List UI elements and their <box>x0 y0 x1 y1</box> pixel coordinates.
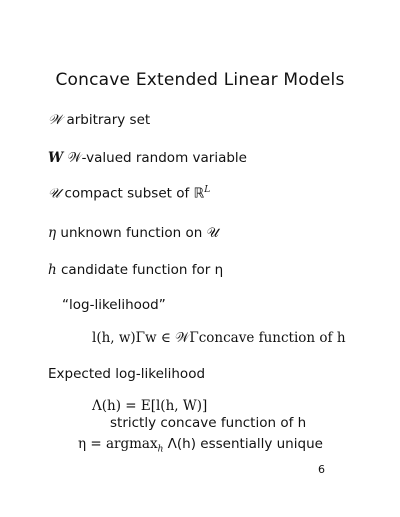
item-text: arbitrary set <box>62 112 151 128</box>
item-symbol: W <box>48 150 64 166</box>
item-text: compact subset of ℝ <box>60 185 205 202</box>
expected-loglik-label: Expected log-likelihood <box>48 366 206 382</box>
item-superscript: L <box>204 185 211 195</box>
item-symbol: 𝒰 <box>48 185 61 202</box>
item-symbol: 𝒲 <box>48 112 63 128</box>
page-number: 6 <box>318 463 325 476</box>
item-text: unknown function on 𝒰 <box>56 225 219 241</box>
strict-concavity-note: strictly concave function of h <box>110 415 307 431</box>
item-eta-unknown <box>48 225 219 241</box>
eta-argmax-head: η = argmax <box>78 436 158 452</box>
loglik-label: “log-likelihood” <box>62 297 166 313</box>
lambda-definition: Λ(h) = E[l(h, W)] <box>92 398 208 414</box>
item-W-set <box>48 112 150 128</box>
eta-argmax-line <box>78 436 323 455</box>
item-symbol: h <box>48 262 57 278</box>
eta-argmax-tail: Λ(h) essentially unique <box>163 436 323 452</box>
item-text: candidate function for η <box>56 262 224 278</box>
item-text: 𝒲-valued random variable <box>63 150 247 166</box>
item-symbol: η <box>48 225 57 241</box>
loglik-definition: l(h, w)Γw ∈ 𝒲Γconcave function of h <box>92 330 346 346</box>
slide-title: Concave Extended Linear Models <box>55 70 345 90</box>
eta-argmax-sub: h <box>157 444 164 455</box>
item-h-candidate <box>48 262 223 278</box>
item-W-random <box>48 150 247 166</box>
item-U-compact <box>48 185 210 202</box>
